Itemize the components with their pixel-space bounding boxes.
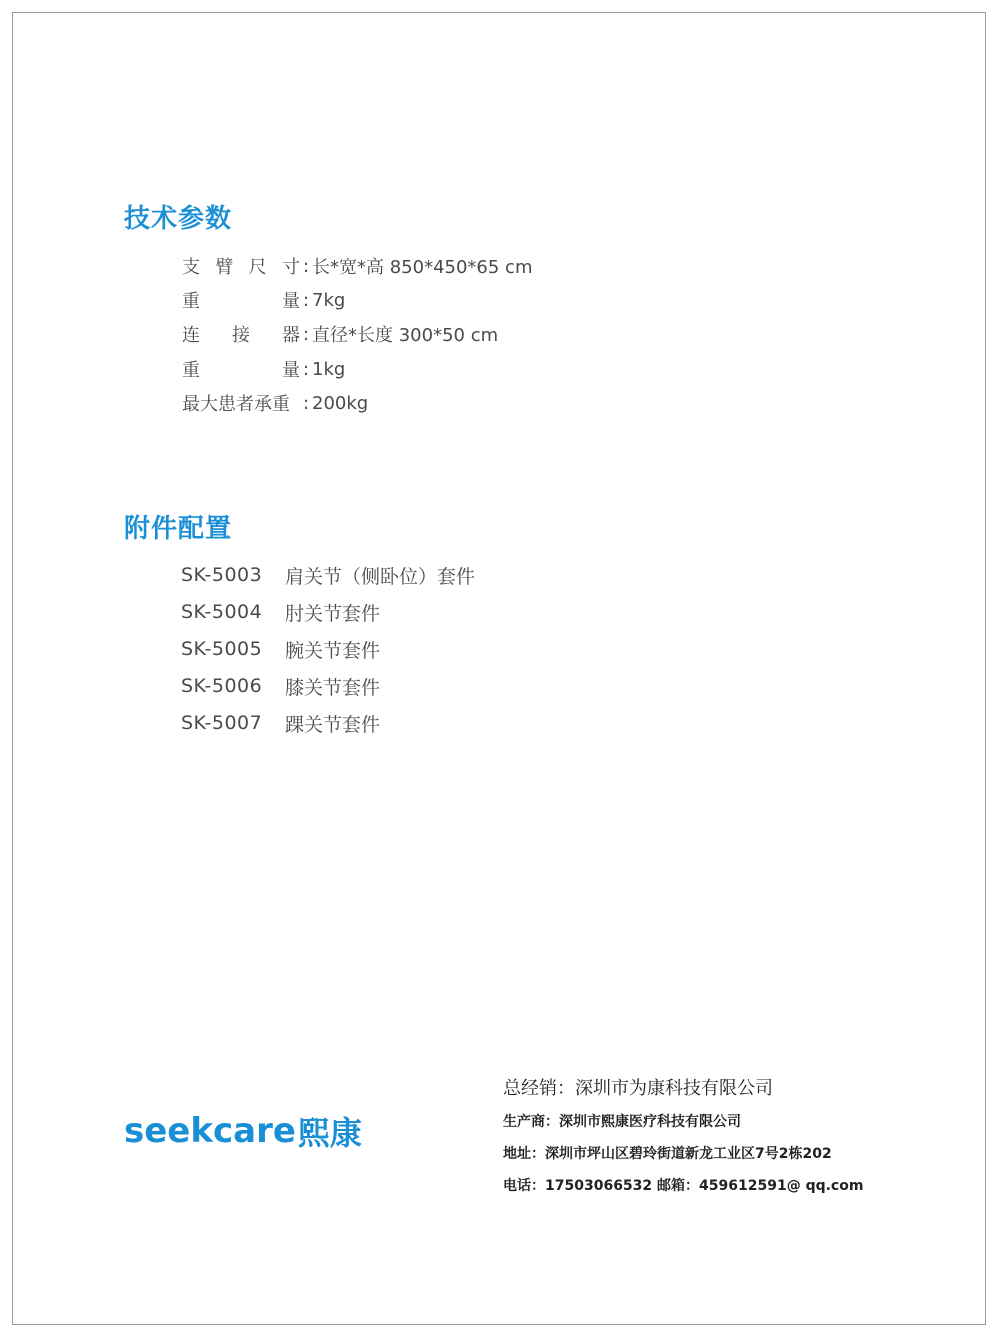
accessory-name: 膝关节套件 — [285, 676, 381, 699]
spec-label-char: 尺 — [248, 257, 267, 278]
manufacturer-info: 生产商：深圳市熙康医疗科技有限公司 — [503, 1114, 741, 1130]
spec-label — [182, 390, 300, 416]
phone-email-info: 电话：17503066532 邮箱：459612591@ qq.com — [503, 1178, 864, 1194]
spec-label-char: 接 — [232, 325, 250, 346]
accessory-code: SK-5005 — [181, 638, 263, 660]
spec-label-char: 量 — [282, 291, 300, 312]
logo-chinese-name: 熙康 — [297, 1114, 362, 1152]
spec-label-char: 连 — [182, 325, 200, 346]
spec-label-char: 最大患者承重 — [182, 394, 290, 415]
spec-label — [182, 253, 300, 279]
accessory-name: 腕关节套件 — [285, 639, 381, 662]
accessory-row — [181, 597, 380, 627]
accessory-code: SK-5007 — [181, 712, 263, 734]
spec-separator: : — [302, 323, 310, 345]
address-info: 地址：深圳市坪山区碧玲街道新龙工业区7号2栋202 — [503, 1146, 832, 1162]
spec-value: 直径*长度 300*50 cm — [312, 325, 499, 346]
accessory-code: SK-5004 — [181, 601, 263, 623]
accessory-row — [181, 671, 380, 701]
spec-value: 1kg — [312, 358, 346, 380]
spec-row — [182, 388, 368, 418]
accessory-row — [181, 560, 475, 590]
accessory-row — [181, 708, 380, 738]
spec-label-char: 量 — [282, 360, 300, 381]
spec-separator: : — [302, 358, 310, 380]
spec-row — [182, 354, 345, 384]
spec-row — [182, 251, 533, 281]
spec-label-char: 寸 — [281, 257, 300, 278]
spec-label-char: 重 — [182, 291, 200, 312]
accessory-name: 肩关节（侧卧位）套件 — [285, 565, 476, 588]
spec-separator: : — [302, 255, 310, 277]
accessory-name: 踝关节套件 — [285, 713, 381, 736]
accessory-code: SK-5003 — [181, 564, 263, 586]
spec-value: 长*宽*高 850*450*65 cm — [312, 257, 533, 278]
spec-row — [182, 319, 498, 349]
spec-label-char: 臂 — [215, 257, 234, 278]
spec-separator: : — [302, 289, 310, 311]
distributor-info: 总经销：深圳市为康科技有限公司 — [503, 1078, 773, 1099]
spec-value: 7kg — [312, 289, 346, 311]
accessory-name: 肘关节套件 — [285, 602, 381, 625]
spec-row — [182, 285, 345, 315]
spec-value: 200kg — [312, 392, 369, 414]
spec-label-char: 支 — [182, 257, 200, 278]
accessories-section-title: 附件配置 — [124, 514, 233, 544]
spec-label-char: 器 — [282, 325, 300, 346]
brand-logo — [124, 1108, 362, 1154]
spec-label-char: 重 — [182, 360, 200, 381]
logo-wordmark: seekcare — [124, 1111, 296, 1151]
spec-section-title: 技术参数 — [124, 204, 233, 234]
spec-label — [182, 321, 300, 347]
spec-label — [182, 287, 300, 313]
accessory-code: SK-5006 — [181, 675, 263, 697]
spec-separator: : — [302, 392, 310, 414]
accessory-row — [181, 634, 380, 664]
spec-label — [182, 356, 300, 382]
